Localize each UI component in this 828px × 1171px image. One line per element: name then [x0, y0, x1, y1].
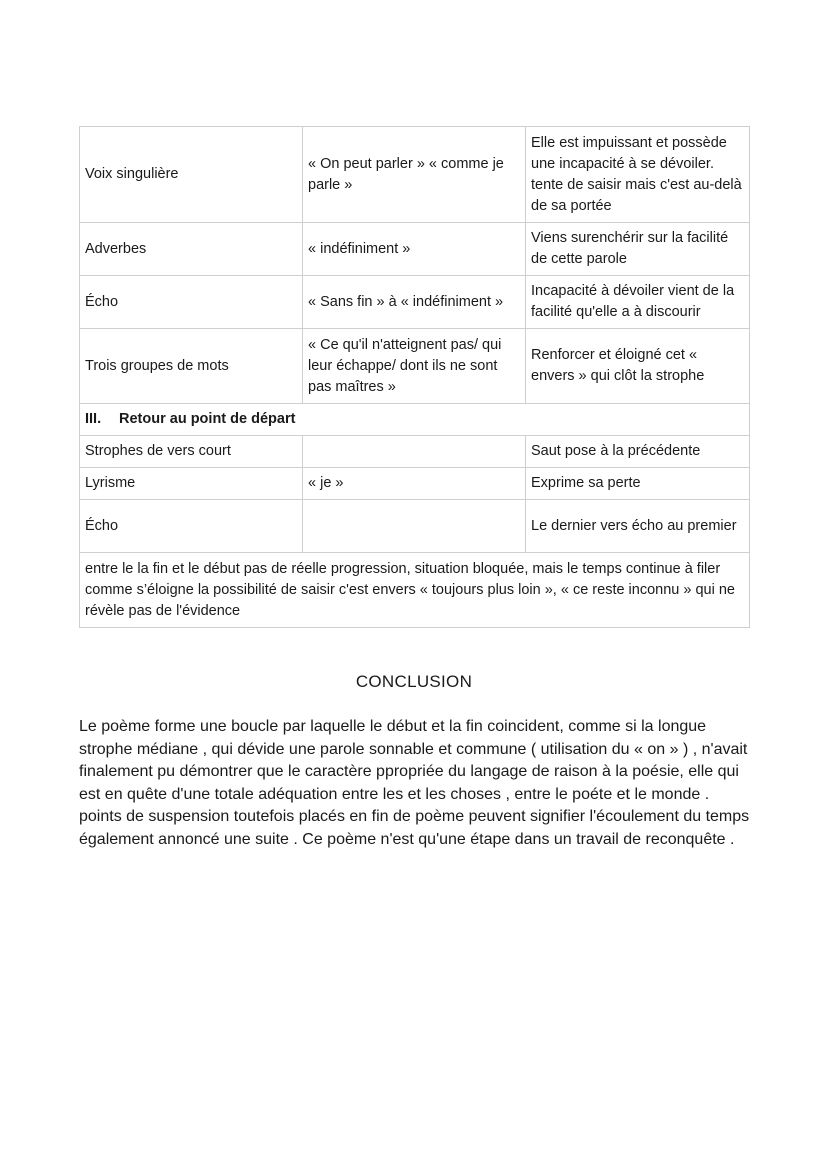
table-cell: Adverbes: [80, 223, 303, 276]
table-row: [80, 500, 750, 553]
table-cell: Elle est impuissant et possède une incapacité à se dévoiler. tente de saisir mais c'est au-delà de sa portée: [526, 127, 750, 223]
table-cell: « indéfiniment »: [303, 223, 526, 276]
summary-row: [80, 553, 750, 628]
table-cell: Écho: [80, 500, 303, 553]
section-title: Retour au point de départ: [119, 411, 296, 427]
analysis-table: [79, 126, 750, 628]
table-cell: « Sans fin » à « indéfiniment »: [303, 276, 526, 329]
table-cell: Le dernier vers écho au premier: [526, 500, 750, 553]
table-cell: Strophes de vers court: [80, 436, 303, 468]
table-row: [80, 276, 750, 329]
table-cell: Incapacité à dévoiler vient de la facilité qu'elle a à discourir: [526, 276, 750, 329]
conclusion-title: CONCLUSION: [355, 672, 473, 691]
table-cell: Voix singulière: [80, 127, 303, 223]
table-cell: « On peut parler » « comme je parle »: [303, 127, 526, 223]
section-row: [80, 404, 750, 436]
table-cell: Écho: [80, 276, 303, 329]
conclusion-paragraph: Le poème forme une boucle par laquelle le début et la fin coincident, comme si la longue strophe médiane , qui dévide une parole sonnable et commune ( utilisation du « on » ) , n'avait finalement pu démontrer que le caractère ppropriée du langage de raison à la poésie, elle qui est en quête d'une totale adéquation entre les et les choses , entre le poéte et le monde . points de suspension toutefois placés en fin de poème peuvent signifier l'écoulement du temps également annoncé une suite . Ce poème n'est qu'une étape dans un travail de reconquête .: [79, 718, 750, 848]
table-cell: Saut pose à la précédente: [526, 436, 750, 468]
section-heading: [80, 404, 750, 436]
table-row: [80, 468, 750, 500]
table-cell: Exprime sa perte: [526, 468, 750, 500]
table-cell: « Ce qu'il n'atteignent pas/ qui leur échappe/ dont ils ne sont pas maîtres »: [303, 329, 526, 404]
table-row: [80, 127, 750, 223]
table-cell: [303, 436, 526, 468]
table-cell: Viens surenchérir sur la facilité de cette parole: [526, 223, 750, 276]
table-cell: Trois groupes de mots: [80, 329, 303, 404]
table-cell: « je »: [303, 468, 526, 500]
table-row: [80, 223, 750, 276]
summary-cell: entre le la fin et le début pas de réelle progression, situation bloquée, mais le temps continue à filer comme s’éloigne la possibilité de saisir c'est envers « toujours plus loin », « ce reste inconnu » qui ne révèle pas de l'évidence: [80, 553, 750, 628]
table-cell: [303, 500, 526, 553]
table-cell: Renforcer et éloigné cet « envers » qui clôt la strophe: [526, 329, 750, 404]
table-cell: Lyrisme: [80, 468, 303, 500]
section-numeral: III.: [85, 411, 102, 427]
table-row: [80, 329, 750, 404]
table-row: [80, 436, 750, 468]
